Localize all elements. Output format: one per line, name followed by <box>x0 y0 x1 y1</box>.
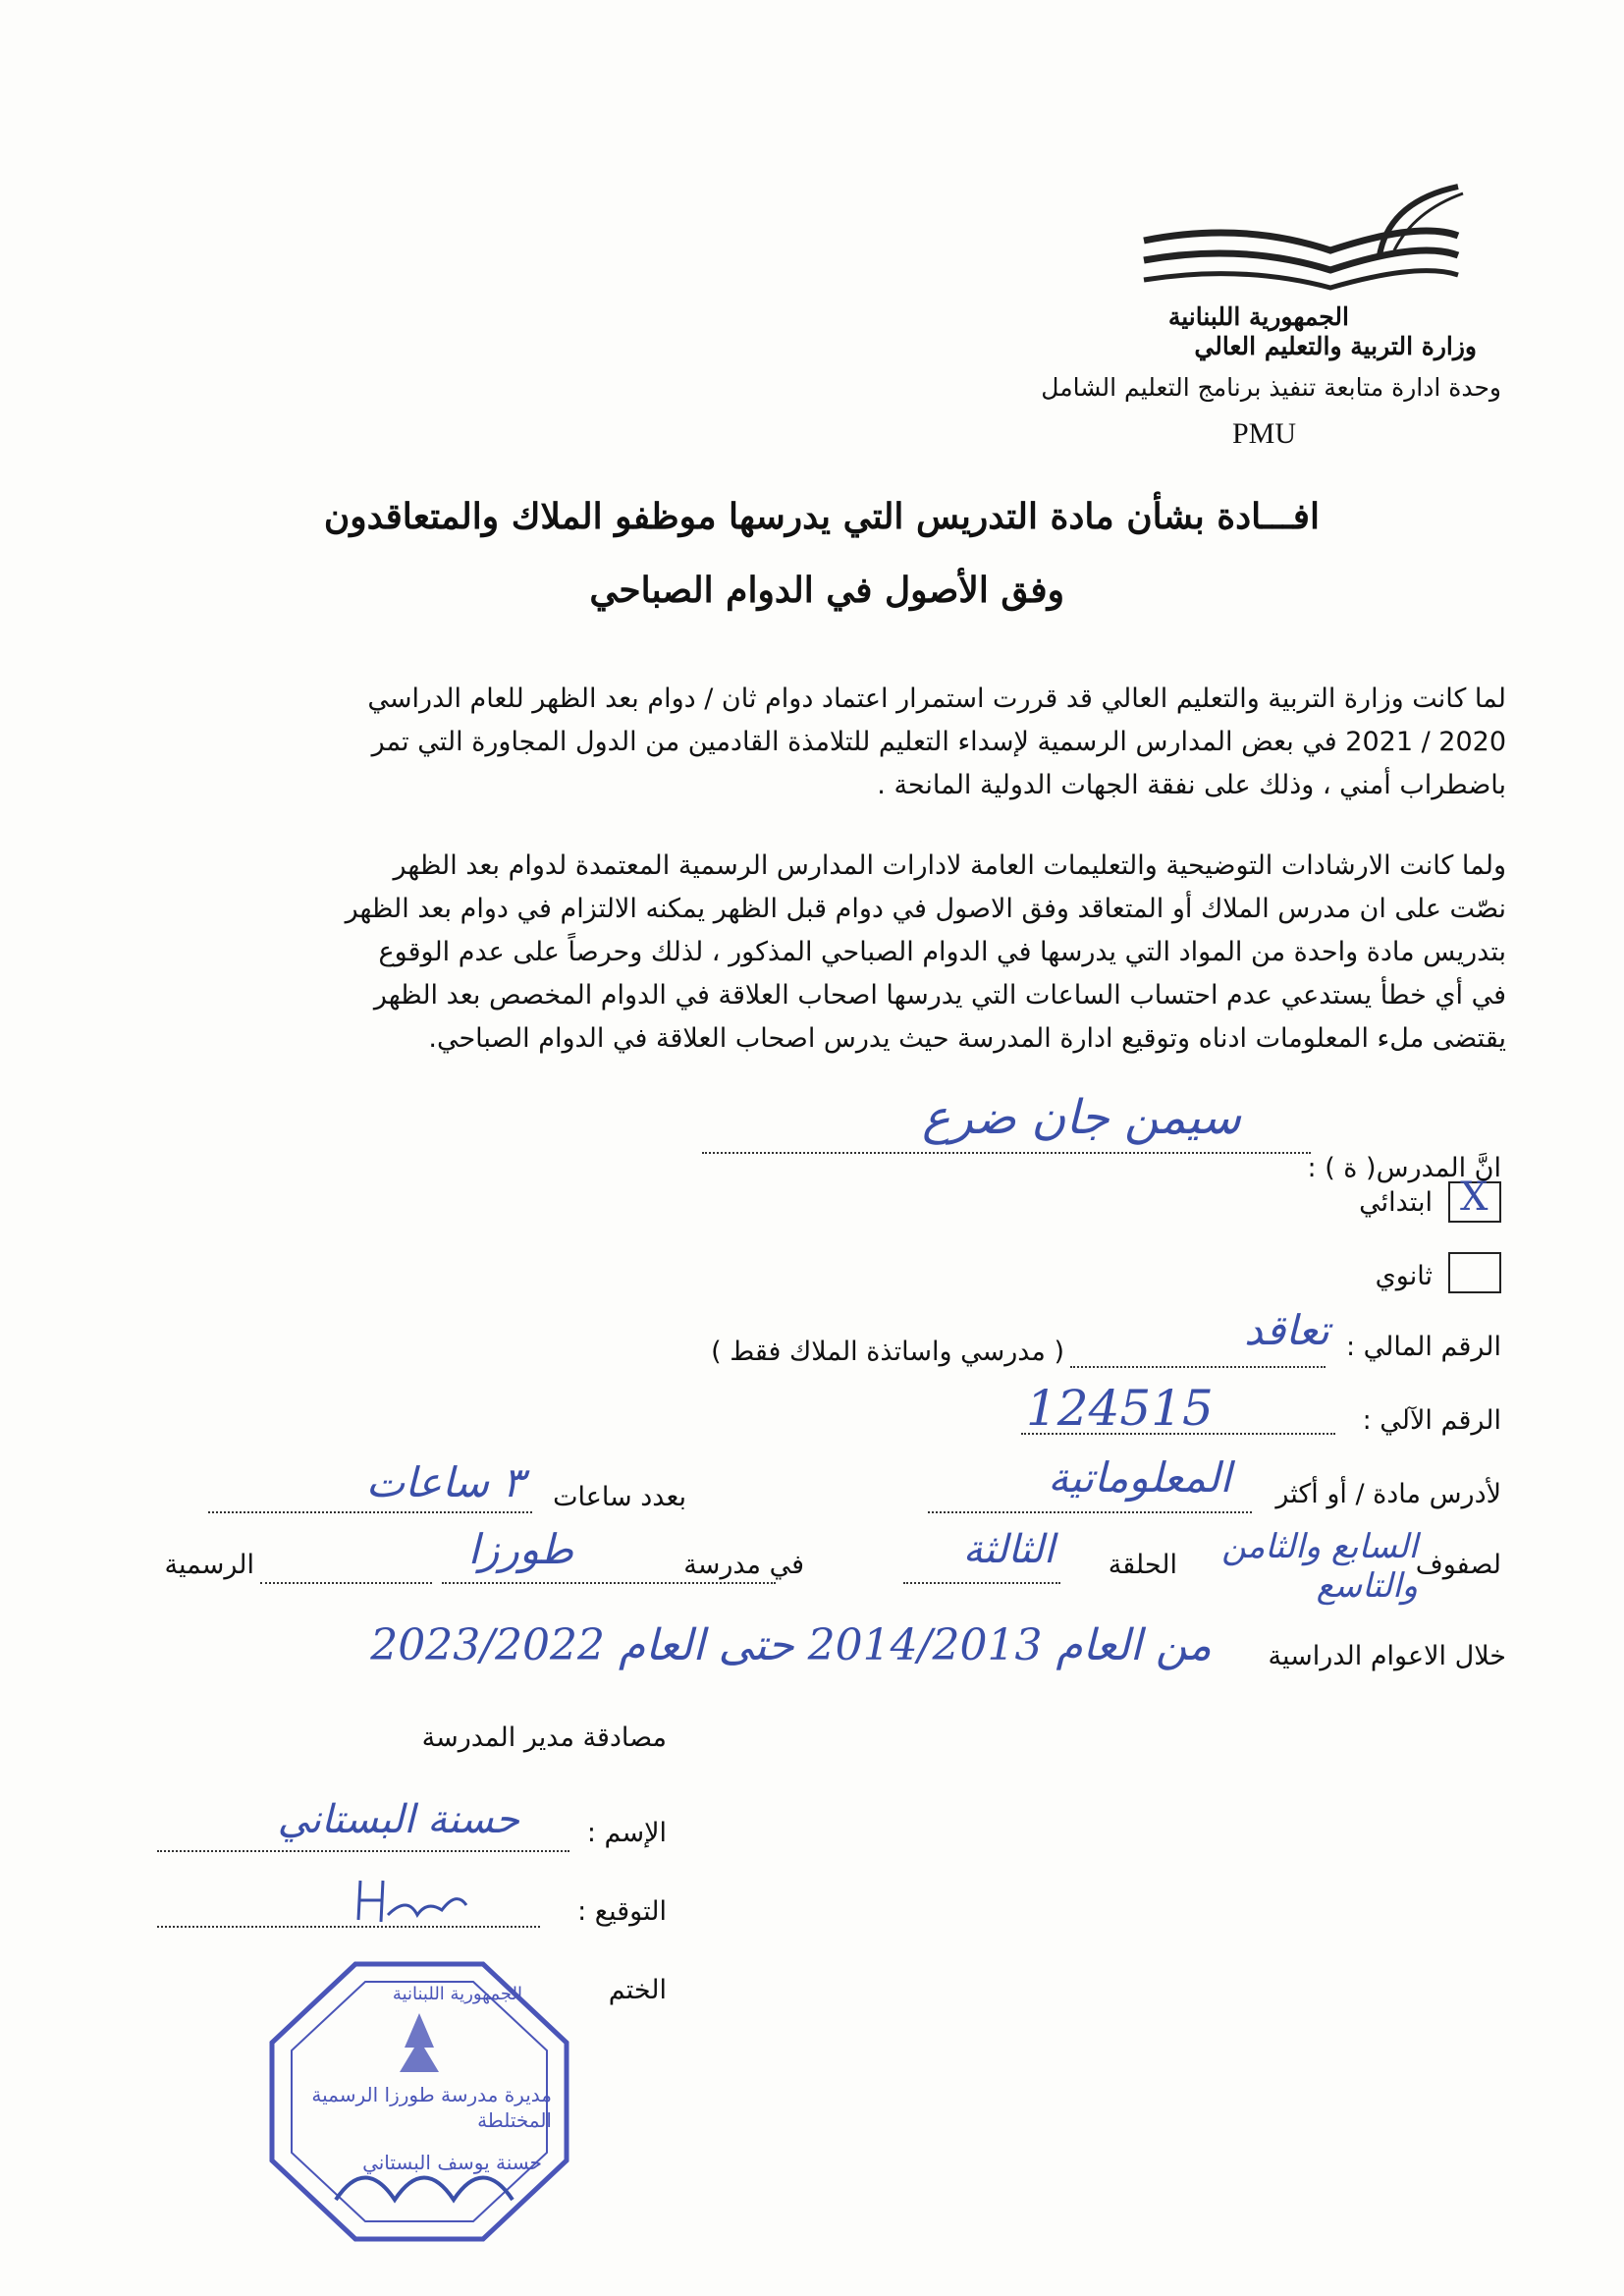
years-value: من العام 2014/2013 حتى العام 2023/2022 <box>370 1620 1212 1670</box>
teacher-label: انَّ المدرس( ة ) : <box>1307 1153 1501 1183</box>
official-field[interactable] <box>260 1581 432 1584</box>
stamp-top-text: الجمهورية اللبنانية <box>392 1984 522 2004</box>
financial-number-field[interactable] <box>1070 1365 1326 1368</box>
approval-label: مصادقة مدير المدرسة <box>421 1722 667 1753</box>
school-value: طورزا <box>467 1525 573 1573</box>
republic-name: الجمهورية اللبنانية <box>1167 302 1349 331</box>
stamp-name-text: حسنة يوسف البستاني <box>362 2151 542 2174</box>
signature-label: التوقيع : <box>577 1896 667 1927</box>
years-label: خلال الاعوام الدراسية <box>1268 1641 1506 1671</box>
paragraph-2-line: نصّت على ان مدرس الملاك أو المتعاقد وفق الاصول في دوام قبل الظهر يمكنه الالتزام في دوام بعد الظهر <box>345 894 1506 924</box>
school-stamp <box>257 1954 581 2249</box>
auto-number-label: الرقم الآلي : <box>1362 1405 1501 1436</box>
paragraph-2-line: بتدريس مادة واحدة من المواد التي يدرسها في الدوام الصباحي المذكور ، لذلك وحرصاً على عدم الوقوع <box>378 937 1506 967</box>
cycle-label: الحلقة <box>1108 1550 1177 1580</box>
teacher-field[interactable] <box>702 1151 1311 1154</box>
pmu-label: PMU <box>1232 417 1297 450</box>
signature-mark <box>349 1871 486 1930</box>
paragraph-1-line: لما كانت وزارة التربية والتعليم العالي قد قررت استمرار اعتماد دوام ثان / دوام بعد الظهر للعام الدراسي <box>367 683 1506 714</box>
hours-value: ٣ ساعات <box>365 1458 524 1506</box>
page-subtitle: وفق الأصول في الدوام الصباحي <box>589 570 1064 611</box>
paragraph-1-line: باضطراب أمني ، وذلك على نفقة الجهات الدولية المانحة . <box>877 770 1506 800</box>
seal-label: الختم <box>608 1975 667 2005</box>
auto-number-value: 124515 <box>1026 1380 1214 1437</box>
paragraph-2 <box>112 845 1506 1061</box>
principal-name-label: الإسم : <box>586 1818 667 1848</box>
school-field[interactable] <box>442 1581 776 1584</box>
financial-number-note: ( مدرسي واساتذة الملاك فقط ) <box>711 1337 1064 1367</box>
paragraph-1 <box>112 678 1506 807</box>
school-label: في مدرسة <box>683 1550 804 1580</box>
cycle-value: الثالثة <box>962 1527 1055 1572</box>
secondary-checkbox[interactable] <box>1448 1252 1501 1293</box>
subject-label: لأدرس مادة / أو أكثر <box>1275 1479 1501 1509</box>
official-label: الرسمية <box>164 1550 254 1580</box>
teacher-value: سيمن جان ضرع <box>922 1090 1241 1145</box>
stamp-middle-text: مديرة مدرسة طورزا الرسمية المختلطة <box>311 2083 552 2132</box>
principal-name-field[interactable] <box>157 1849 569 1852</box>
financial-number-label: الرقم المالي : <box>1345 1332 1501 1362</box>
paragraph-2-line: ولما كانت الارشادات التوضيحية والتعليمات العامة لادارات المدارس الرسمية المعتمدة لدوام بعد الظهر <box>393 850 1506 881</box>
paragraph-1-line: 2020 / 2021 في بعض المدارس الرسمية لإسداء التعليم للتلامذة القادمين من الدول المجاورة التي تمر <box>371 727 1506 757</box>
classes-value: السابع والثامن والتاسع <box>1221 1527 1418 1606</box>
paragraph-2-line: في أي خطأ يستدعي عدم احتساب الساعات التي يدرسها اصحاب العلاقة في الدوام المخصص بعد الظهر <box>373 980 1506 1011</box>
page-title: افـــادة بشأن مادة التدريس التي يدرسها موظفو الملاك والمتعاقدون <box>323 496 1320 537</box>
ministry-name: وزارة التربية والتعليم العالي <box>1194 332 1477 360</box>
unit-name: وحدة ادارة متابعة تنفيذ برنامج التعليم الشامل <box>1041 373 1501 402</box>
financial-number-value: تعاقد <box>1244 1306 1329 1354</box>
ministry-logo-icon <box>1124 182 1478 295</box>
primary-label: ابتدائي <box>1359 1187 1433 1218</box>
hours-label: بعدد ساعات <box>553 1482 686 1512</box>
paragraph-2-line: يقتضى ملء المعلومات ادناه وتوقيع ادارة المدرسة حيث يدرس اصحاب العلاقة في الدوام الصباحي. <box>428 1023 1506 1054</box>
principal-name-value: حسنة البستاني <box>277 1797 519 1842</box>
primary-checkmark: X <box>1460 1175 1489 1220</box>
hours-field[interactable] <box>208 1510 532 1513</box>
subject-field[interactable] <box>928 1510 1252 1513</box>
secondary-label: ثانوي <box>1375 1261 1433 1291</box>
subject-value: المعلوماتية <box>1048 1453 1231 1502</box>
cycle-field[interactable] <box>903 1581 1060 1584</box>
classes-label: لصفوف <box>1415 1550 1501 1580</box>
